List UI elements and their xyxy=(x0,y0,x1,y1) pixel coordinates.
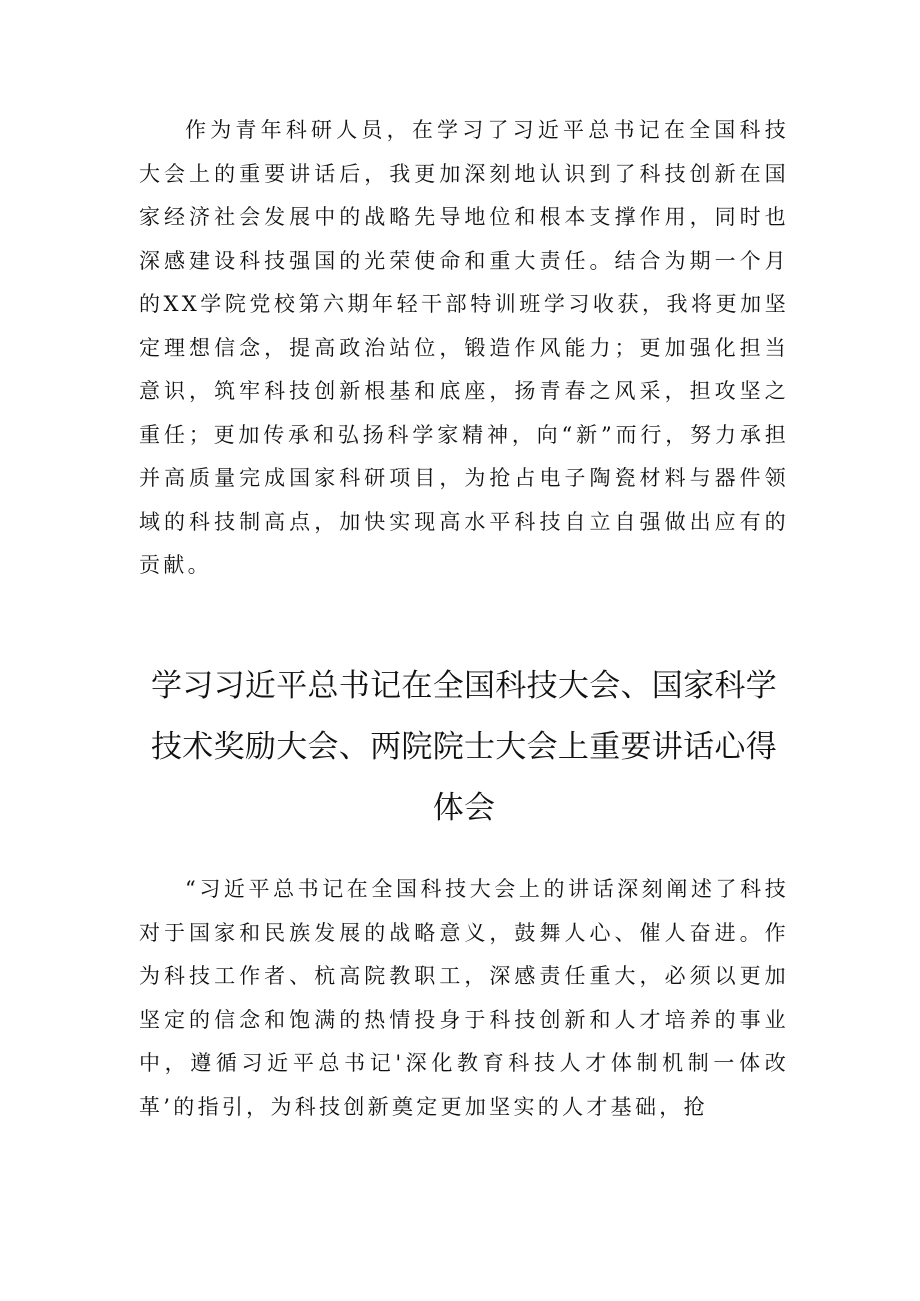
section-title: 学习习近平总书记在全国科技大会、国家科学技术奖励大会、两院院士大会上重要讲话心得体会 xyxy=(151,668,777,826)
body-paragraph-2: “习近平总书记在全国科技大会上的讲话深刻阐述了科技对于国家和民族发展的战略意义，鼓舞人心、催人奋进。作为科技工作者、杭高院教职工，深感责任重大，必须以更加坚定的信念和饱满的热情投身于科技创新和人才培养的事业中，遵循习近平总书记'深化教育科技人才体制机制一体改革’的指引，为科技创新奠定更加坚实的人才基础，抢 xyxy=(139,877,789,1119)
body-paragraph-1: 作为青年科研人员，在学习了习近平总书记在全国科技大会上的重要讲话后，我更加深刻地认识到了科技创新在国家经济社会发展中的战略先导地位和根本支撑作用，同时也深感建设科技强国的光荣使命和重大责任。结合为期一个月的XX学院党校第六期年轻干部特训班学习收获，我将更加坚定理想信念，提高政治站位，锻造作风能力；更加强化担当意识，筑牢科技创新根基和底座，扬青春之风采，担攻坚之重任；更加传承和弘扬科学家精神，向“新”而行，努力承担并高质量完成国家科研项目，为抢占电子陶瓷材料与器件领域的科技制高点，加快实现高水平科技自立自强做出应有的贡献。 xyxy=(139,118,789,577)
